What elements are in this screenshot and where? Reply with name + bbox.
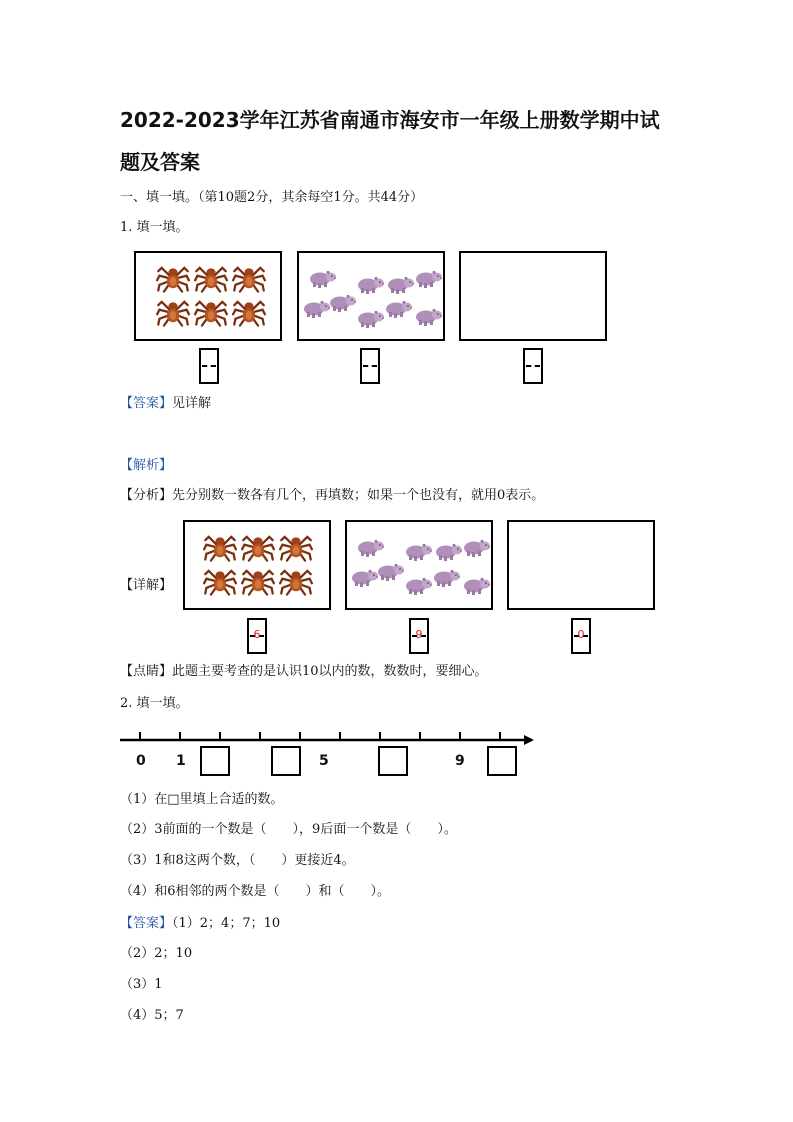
number-line: [118, 726, 540, 746]
number-line-label-0: 0: [136, 753, 146, 769]
fenxi-text: 先分别数一数各有几个，再填数；如果一个也没有，就用0表示。: [172, 488, 545, 503]
detail-value-hippos: 9: [415, 628, 423, 641]
comment-text: 此题主要考查的是认识10以内的数，数数时，要细心。: [172, 664, 488, 679]
q2-answer-tag: 【答案】: [120, 916, 173, 931]
number-line-blank-2[interactable]: [200, 746, 230, 776]
analysis-tag: 【解析】: [120, 458, 173, 473]
detail-value-empty: 0: [577, 628, 585, 641]
answer-slot-empty[interactable]: [523, 348, 543, 384]
detail-value-spiders: 6: [253, 628, 261, 641]
answer-tag: 【答案】: [120, 396, 173, 411]
number-line-blank-7[interactable]: [378, 746, 408, 776]
question-1-text: 1. 填一填。: [120, 220, 189, 235]
number-line-blank-10[interactable]: [487, 746, 517, 776]
document-title-line1: 2022-2023学年江苏省南通市海安市一年级上册数学期中试: [120, 108, 660, 132]
fenxi-tag: 【分析】: [120, 488, 173, 503]
detail-slot-hippos: [409, 618, 429, 654]
detail-tag: 【详解】: [120, 578, 173, 593]
q2-ans1: （1）2；4；7；10: [172, 916, 281, 931]
q1-analysis-line: [120, 488, 544, 504]
spider-picture-box: [134, 251, 282, 341]
spider-group-image: [136, 253, 280, 339]
number-line-label-5: 5: [319, 753, 329, 769]
hippo-picture-box: [297, 251, 445, 341]
q1-answer-line: [120, 396, 211, 412]
q2-ans3: （3）1: [120, 977, 163, 992]
answer-text: 见详解: [172, 396, 212, 411]
q2-ans2: （2）2；10: [120, 946, 193, 961]
document-title-line2: 题及答案: [120, 150, 200, 174]
q2-sub1: （1）在□里填上合适的数。: [120, 792, 284, 807]
empty-picture-box: [459, 251, 607, 341]
detail-hippo-image: [347, 522, 491, 608]
answer-slot-spiders[interactable]: [199, 348, 219, 384]
q2-sub4: （4）和6相邻的两个数是（ ）和（ ）。: [120, 884, 391, 899]
number-line-label-1: 1: [176, 753, 186, 769]
number-line-blank-4[interactable]: [271, 746, 301, 776]
question-2-text: 2. 填一填。: [120, 696, 189, 711]
detail-slot-empty: [571, 618, 591, 654]
detail-slot-spiders: [247, 618, 267, 654]
q2-ans4: （4）5；7: [120, 1008, 184, 1023]
detail-hippo-box: [345, 520, 493, 610]
q2-sub2: （2）3前面的一个数是（ ），9后面一个数是（ ）。: [120, 822, 457, 837]
number-line-label-9: 9: [455, 753, 465, 769]
q1-comment-line: [120, 664, 488, 680]
answer-slot-hippos[interactable]: [360, 348, 380, 384]
detail-spider-image: [185, 522, 329, 608]
q2-sub3: （3）1和8这两个数，（ ）更接近4。: [120, 853, 355, 868]
q2-answer-line: [120, 916, 280, 932]
hippo-group-image: [299, 253, 443, 339]
comment-tag: 【点睛】: [120, 664, 173, 679]
detail-spider-box: [183, 520, 331, 610]
section-heading: 一、填一填。（第10题2分，其余每空1分。共44分）: [120, 190, 424, 205]
detail-empty-box: [507, 520, 655, 610]
